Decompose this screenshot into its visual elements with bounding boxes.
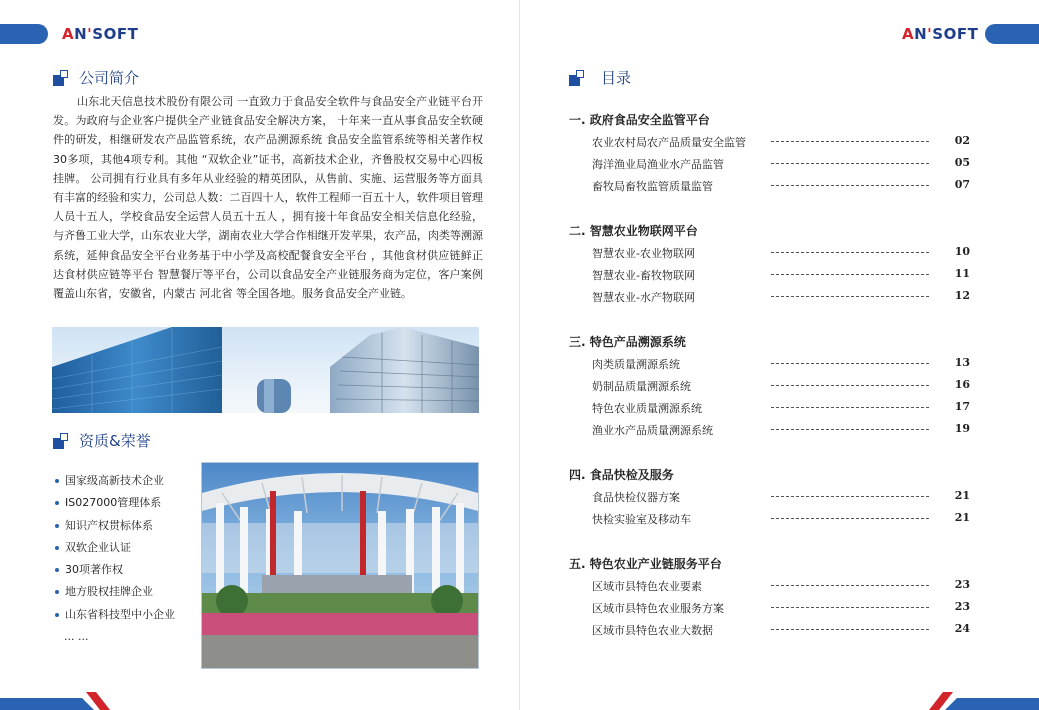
- section-square-icon: [569, 70, 585, 86]
- toc-title: 目录: [601, 69, 632, 87]
- list-item: 国家级高新技术企业: [55, 474, 175, 496]
- list-item: 知识产权贯标体系: [55, 519, 175, 541]
- company-logo-left: AN'SOFT: [62, 25, 139, 43]
- bullet-icon: [55, 479, 59, 483]
- toc-heading: [569, 67, 631, 88]
- bullet-icon: [55, 501, 59, 505]
- toc-section-title: 二. 智慧农业物联网平台: [569, 224, 698, 238]
- list-item: 30项著作权: [55, 563, 175, 585]
- toc-entry[interactable]: 奶制品质量溯源系统 16: [592, 378, 970, 393]
- bullet-icon: [55, 524, 59, 528]
- toc-entry[interactable]: 特色农业质量溯源系统 17: [592, 400, 970, 415]
- footer-stripe-right: [929, 688, 1039, 710]
- toc-section-title: 五. 特色农业产业链服务平台: [569, 557, 722, 571]
- list-item-more: ... ...: [64, 630, 89, 644]
- list-item: 山东省科技型中小企业: [55, 608, 175, 630]
- toc-entry[interactable]: 渔业水产品质量溯源系统 19: [592, 422, 970, 437]
- toc-entry[interactable]: 食品快检仪器方案 21: [592, 489, 970, 504]
- toc-entry[interactable]: 区域市县特色农业要素 23: [592, 578, 970, 593]
- section-square-icon: [53, 433, 69, 449]
- bullet-icon: [55, 546, 59, 550]
- intro-title: 公司简介: [79, 69, 140, 87]
- toc-entry[interactable]: 肉类质量溯源系统 13: [592, 356, 970, 371]
- toc-entry[interactable]: 畜牧局畜牧监管质量监管 07: [592, 178, 970, 193]
- company-logo-right: AN'SOFT: [902, 25, 979, 43]
- list-item: 地方股权挂牌企业: [55, 585, 175, 607]
- toc-section-title: 四. 食品快检及服务: [569, 468, 674, 482]
- park-gate-illustration: [202, 463, 478, 668]
- honors-title: 资质&荣誉: [79, 432, 151, 450]
- toc-entry[interactable]: 智慧农业-农业物联网 10: [592, 245, 970, 260]
- bullet-icon: [55, 613, 59, 617]
- office-buildings-photo: [52, 327, 479, 413]
- toc-section-title: 一. 政府食品安全监管平台: [569, 113, 710, 127]
- buildings-illustration: [52, 327, 479, 413]
- header-bar-right: [985, 24, 1039, 44]
- toc-entry[interactable]: 区域市县特色农业大数据 24: [592, 622, 970, 637]
- bullet-icon: [55, 590, 59, 594]
- honors-heading: [53, 430, 151, 451]
- company-intro-text: 山东北天信息技术股份有限公司 一直致力于食品安全软件与食品安全产业链平台开发。为政府与企业客户提供全产业链食品安全解决方案， 十年来一直从事食品安全软硬件的研发，相继研发农产品监管系统，农产品溯源系统 食品安全监管系统等相关著作权 30多项，其他4项专利。其他 “双软企业”证书，高新技术企业，齐鲁股权交易中心四板挂牌。 公司拥有行业具有多年从业经验的精英团队，从售前、实施、运营服务等方面具有丰富的经验和实力，公司总人数：二百四十人，软件工程师一百五十人，软件项目管理人员十五人，学校食品安全运营人员五十五人 ，拥有接十年食品安全相关信息化经验，与齐鲁工业大学，山东农业大学，湖南农业大学合作相继开发苹果，农产品，肉类等溯源系统，延伸食品安全平台业务基于中小学及高校配餐食安全平台 ，其他食材供应链鲜正达食材供应链等平台 智慧餐厅等平台，公司以食品安全产业链服务商为定位，客户案例覆盖山东省，安徽省，内蒙古 河北省 等全国各地。服务食品安全产业链。: [53, 95, 483, 301]
- header-bar-left: [0, 24, 48, 44]
- list-item: 双软企业认证: [55, 541, 175, 563]
- honors-list: [55, 474, 175, 652]
- toc-entry[interactable]: 农业农村局农产品质量安全监管 02: [592, 134, 970, 149]
- bullet-icon: [55, 568, 59, 572]
- toc-section-title: 三. 特色产品溯源系统: [569, 335, 686, 349]
- toc-entry[interactable]: 智慧农业-水产物联网 12: [592, 289, 970, 304]
- footer-stripe-left: [0, 688, 110, 710]
- toc-entry[interactable]: 快检实验室及移动车 21: [592, 511, 970, 526]
- intro-heading: [53, 67, 139, 88]
- page-fold: [519, 0, 520, 710]
- toc-entry[interactable]: 智慧农业-畜牧物联网 11: [592, 267, 970, 282]
- section-square-icon: [53, 70, 69, 86]
- software-park-photo: [201, 462, 479, 669]
- toc-entry[interactable]: 海洋渔业局渔业水产品监管 05: [592, 156, 970, 171]
- list-item: IS027000管理体系: [55, 496, 175, 518]
- toc-entry[interactable]: 区域市县特色农业服务方案 23: [592, 600, 970, 615]
